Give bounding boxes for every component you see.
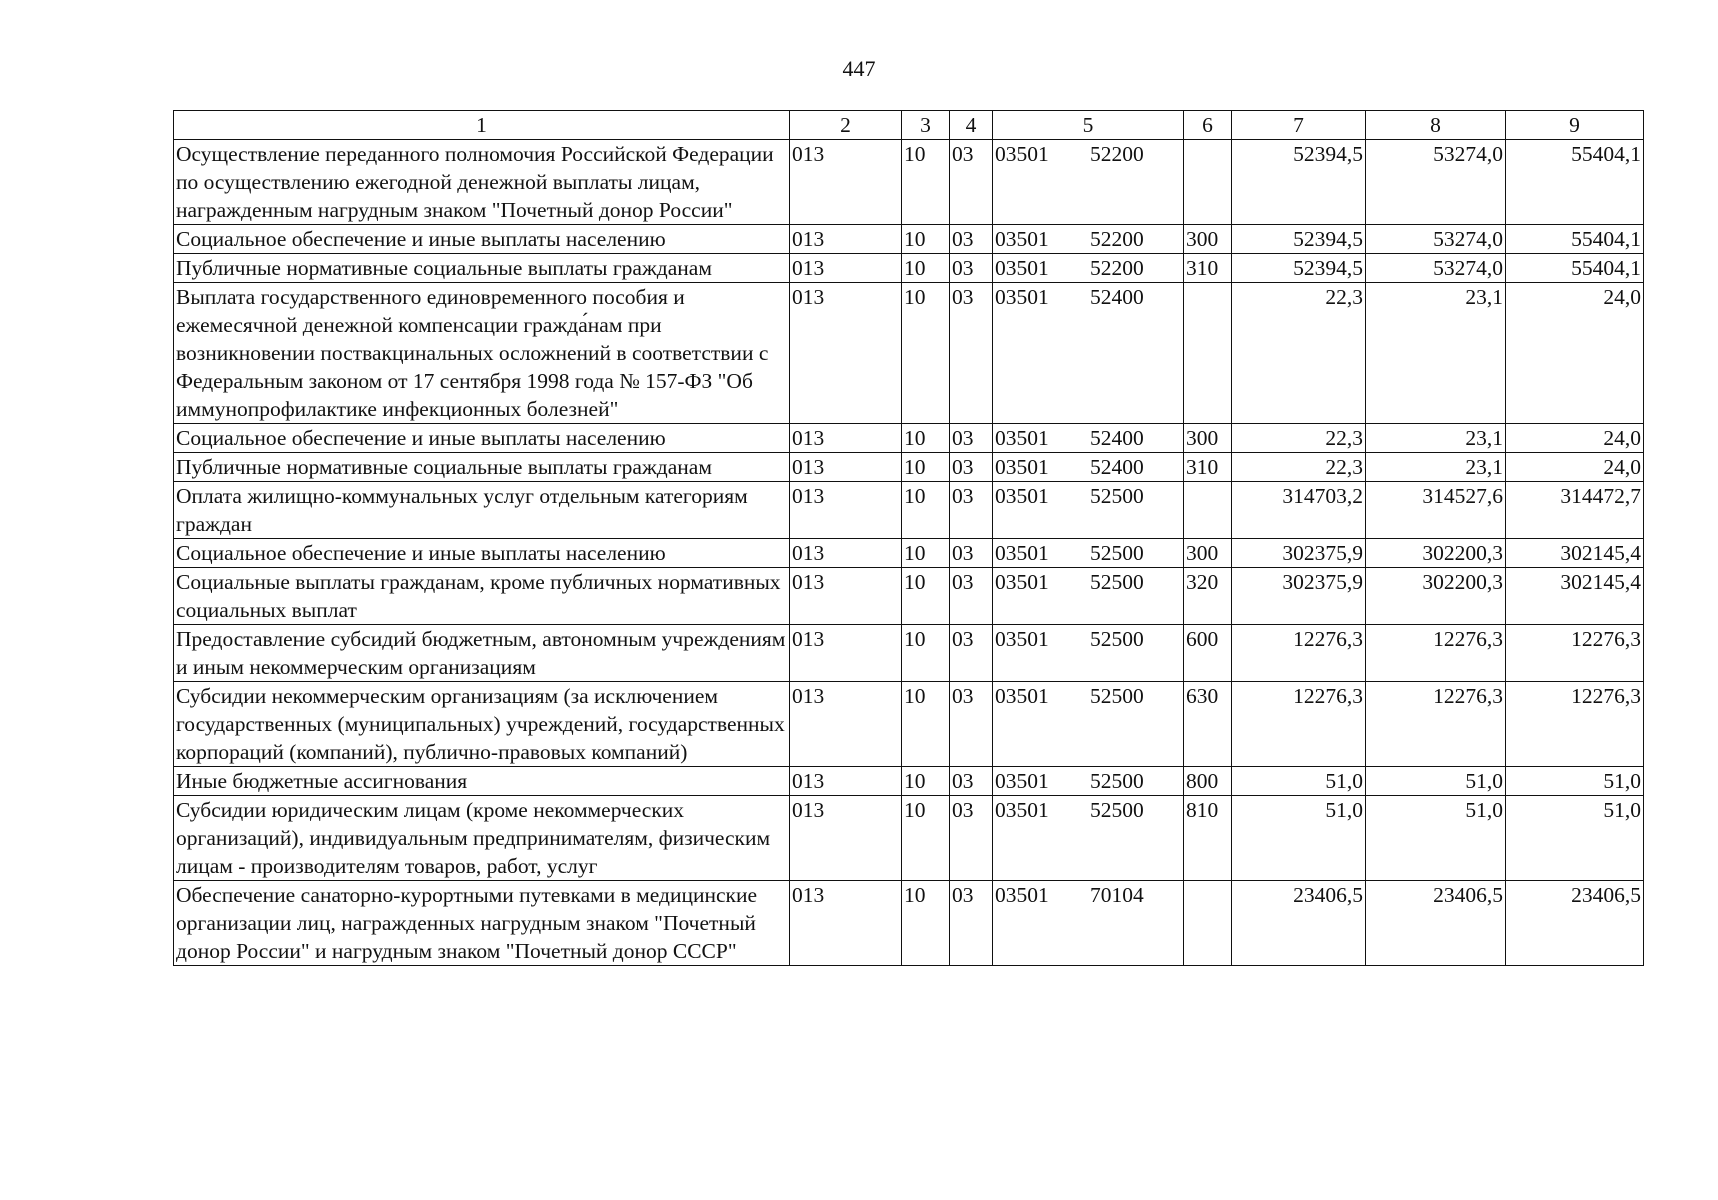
target-article-direction: 52500 bbox=[1090, 570, 1144, 594]
table-row bbox=[174, 767, 1644, 796]
target-article-program: 03501 bbox=[995, 769, 1049, 793]
expense-name-cell: Социальные выплаты гражданам, кроме публичных нормативных социальных выплат bbox=[174, 568, 790, 625]
target-article-cell bbox=[993, 254, 1184, 283]
section-code-cell: 10 bbox=[902, 767, 950, 796]
target-article-cell bbox=[993, 453, 1184, 482]
amount-col7-cell: 51,0 bbox=[1232, 796, 1366, 881]
table-row bbox=[174, 254, 1644, 283]
target-article-program: 03501 bbox=[995, 256, 1049, 280]
target-article-direction: 52200 bbox=[1090, 142, 1144, 166]
expense-name-cell: Публичные нормативные социальные выплаты гражданам bbox=[174, 254, 790, 283]
amount-col8-cell: 12276,3 bbox=[1366, 625, 1506, 682]
expense-type-cell bbox=[1184, 482, 1232, 539]
section-code-cell: 10 bbox=[902, 482, 950, 539]
table-row bbox=[174, 568, 1644, 625]
amount-col9-cell: 55404,1 bbox=[1506, 254, 1644, 283]
amount-col7-cell: 52394,5 bbox=[1232, 140, 1366, 225]
ministry-code-cell: 013 bbox=[790, 682, 902, 767]
amount-col8-cell: 302200,3 bbox=[1366, 539, 1506, 568]
target-article-cell bbox=[993, 767, 1184, 796]
amount-col8-cell: 23,1 bbox=[1366, 424, 1506, 453]
table-row bbox=[174, 881, 1644, 966]
target-article-cell bbox=[993, 283, 1184, 424]
column-header: 9 bbox=[1506, 111, 1644, 140]
subsection-code-cell: 03 bbox=[950, 424, 993, 453]
amount-col9-cell: 12276,3 bbox=[1506, 625, 1644, 682]
column-header: 3 bbox=[902, 111, 950, 140]
section-code-cell: 10 bbox=[902, 283, 950, 424]
target-article-direction: 52200 bbox=[1090, 256, 1144, 280]
amount-col7-cell: 12276,3 bbox=[1232, 625, 1366, 682]
subsection-code-cell: 03 bbox=[950, 140, 993, 225]
expense-type-cell bbox=[1184, 140, 1232, 225]
expense-type-cell: 810 bbox=[1184, 796, 1232, 881]
section-code-cell: 10 bbox=[902, 225, 950, 254]
amount-col9-cell: 314472,7 bbox=[1506, 482, 1644, 539]
target-article-direction: 52500 bbox=[1090, 684, 1144, 708]
target-article-direction: 52500 bbox=[1090, 627, 1144, 651]
target-article-direction: 52500 bbox=[1090, 541, 1144, 565]
section-code-cell: 10 bbox=[902, 140, 950, 225]
expense-name-cell: Оплата жилищно-коммунальных услуг отдельным категориям граждан bbox=[174, 482, 790, 539]
subsection-code-cell: 03 bbox=[950, 482, 993, 539]
ministry-code-cell: 013 bbox=[790, 140, 902, 225]
amount-col8-cell: 302200,3 bbox=[1366, 568, 1506, 625]
amount-col8-cell: 53274,0 bbox=[1366, 254, 1506, 283]
ministry-code-cell: 013 bbox=[790, 283, 902, 424]
target-article-cell bbox=[993, 482, 1184, 539]
target-article-direction: 52400 bbox=[1090, 455, 1144, 479]
expense-name-cell: Субсидии некоммерческим организациям (за исключением государственных (муниципальных) учреждений, государственных корпораций (компаний), публично-правовых компаний) bbox=[174, 682, 790, 767]
section-code-cell: 10 bbox=[902, 568, 950, 625]
amount-col8-cell: 23,1 bbox=[1366, 283, 1506, 424]
ministry-code-cell: 013 bbox=[790, 767, 902, 796]
amount-col8-cell: 53274,0 bbox=[1366, 140, 1506, 225]
expense-name-cell: Социальное обеспечение и иные выплаты населению bbox=[174, 539, 790, 568]
table-row bbox=[174, 796, 1644, 881]
amount-col9-cell: 55404,1 bbox=[1506, 140, 1644, 225]
target-article-cell bbox=[993, 568, 1184, 625]
target-article-cell bbox=[993, 796, 1184, 881]
amount-col8-cell: 23,1 bbox=[1366, 453, 1506, 482]
ministry-code-cell: 013 bbox=[790, 453, 902, 482]
column-header: 4 bbox=[950, 111, 993, 140]
expense-name-cell: Иные бюджетные ассигнования bbox=[174, 767, 790, 796]
subsection-code-cell: 03 bbox=[950, 254, 993, 283]
subsection-code-cell: 03 bbox=[950, 453, 993, 482]
amount-col9-cell: 24,0 bbox=[1506, 424, 1644, 453]
amount-col9-cell: 302145,4 bbox=[1506, 568, 1644, 625]
section-code-cell: 10 bbox=[902, 796, 950, 881]
amount-col9-cell: 51,0 bbox=[1506, 767, 1644, 796]
amount-col7-cell: 22,3 bbox=[1232, 424, 1366, 453]
target-article-program: 03501 bbox=[995, 883, 1049, 907]
table-row bbox=[174, 283, 1644, 424]
amount-col9-cell: 23406,5 bbox=[1506, 881, 1644, 966]
section-code-cell: 10 bbox=[902, 881, 950, 966]
amount-col7-cell: 302375,9 bbox=[1232, 568, 1366, 625]
table-header-row bbox=[174, 111, 1644, 140]
table-row bbox=[174, 539, 1644, 568]
expense-type-cell: 300 bbox=[1184, 225, 1232, 254]
target-article-cell bbox=[993, 881, 1184, 966]
ministry-code-cell: 013 bbox=[790, 424, 902, 453]
amount-col8-cell: 314527,6 bbox=[1366, 482, 1506, 539]
table-row bbox=[174, 625, 1644, 682]
expense-name-cell: Публичные нормативные социальные выплаты гражданам bbox=[174, 453, 790, 482]
target-article-direction: 52400 bbox=[1090, 426, 1144, 450]
expense-name-cell: Предоставление субсидий бюджетным, автономным учреждениям и иным некоммерческим организациям bbox=[174, 625, 790, 682]
target-article-direction: 52500 bbox=[1090, 769, 1144, 793]
ministry-code-cell: 013 bbox=[790, 482, 902, 539]
amount-col9-cell: 55404,1 bbox=[1506, 225, 1644, 254]
amount-col7-cell: 302375,9 bbox=[1232, 539, 1366, 568]
target-article-cell bbox=[993, 424, 1184, 453]
column-header: 2 bbox=[790, 111, 902, 140]
column-header: 5 bbox=[993, 111, 1184, 140]
amount-col7-cell: 23406,5 bbox=[1232, 881, 1366, 966]
expense-name-cell: Социальное обеспечение и иные выплаты населению bbox=[174, 424, 790, 453]
ministry-code-cell: 013 bbox=[790, 625, 902, 682]
expense-type-cell bbox=[1184, 283, 1232, 424]
section-code-cell: 10 bbox=[902, 682, 950, 767]
target-article-program: 03501 bbox=[995, 798, 1049, 822]
amount-col8-cell: 23406,5 bbox=[1366, 881, 1506, 966]
target-article-program: 03501 bbox=[995, 484, 1049, 508]
target-article-cell bbox=[993, 682, 1184, 767]
page-number: 447 bbox=[842, 56, 876, 81]
table-row bbox=[174, 682, 1644, 767]
subsection-code-cell: 03 bbox=[950, 881, 993, 966]
subsection-code-cell: 03 bbox=[950, 539, 993, 568]
ministry-code-cell: 013 bbox=[790, 881, 902, 966]
amount-col8-cell: 12276,3 bbox=[1366, 682, 1506, 767]
expense-type-cell: 310 bbox=[1184, 453, 1232, 482]
amount-col7-cell: 51,0 bbox=[1232, 767, 1366, 796]
target-article-program: 03501 bbox=[995, 627, 1049, 651]
amount-col7-cell: 22,3 bbox=[1232, 453, 1366, 482]
amount-col9-cell: 24,0 bbox=[1506, 453, 1644, 482]
target-article-program: 03501 bbox=[995, 541, 1049, 565]
target-article-program: 03501 bbox=[995, 426, 1049, 450]
section-code-cell: 10 bbox=[902, 424, 950, 453]
expense-type-cell: 310 bbox=[1184, 254, 1232, 283]
expense-type-cell: 300 bbox=[1184, 539, 1232, 568]
subsection-code-cell: 03 bbox=[950, 625, 993, 682]
target-article-direction: 52500 bbox=[1090, 484, 1144, 508]
ministry-code-cell: 013 bbox=[790, 225, 902, 254]
table-row bbox=[174, 140, 1644, 225]
target-article-cell bbox=[993, 225, 1184, 254]
target-article-program: 03501 bbox=[995, 285, 1049, 309]
table-row bbox=[174, 225, 1644, 254]
target-article-direction: 52400 bbox=[1090, 285, 1144, 309]
target-article-direction: 52200 bbox=[1090, 227, 1144, 251]
amount-col7-cell: 22,3 bbox=[1232, 283, 1366, 424]
expense-name-cell: Социальное обеспечение и иные выплаты населению bbox=[174, 225, 790, 254]
amount-col7-cell: 12276,3 bbox=[1232, 682, 1366, 767]
amount-col7-cell: 314703,2 bbox=[1232, 482, 1366, 539]
subsection-code-cell: 03 bbox=[950, 283, 993, 424]
target-article-program: 03501 bbox=[995, 570, 1049, 594]
expense-name-cell: Осуществление переданного полномочия Российской Федерации по осуществлению ежегодной денежной выплаты лицам, награжденным нагрудным знаком "Почетный донор России" bbox=[174, 140, 790, 225]
amount-col9-cell: 51,0 bbox=[1506, 796, 1644, 881]
section-code-cell: 10 bbox=[902, 539, 950, 568]
target-article-direction: 52500 bbox=[1090, 798, 1144, 822]
target-article-program: 03501 bbox=[995, 227, 1049, 251]
column-header: 1 bbox=[174, 111, 790, 140]
target-article-cell bbox=[993, 625, 1184, 682]
amount-col7-cell: 52394,5 bbox=[1232, 225, 1366, 254]
expense-type-cell bbox=[1184, 881, 1232, 966]
target-article-cell bbox=[993, 539, 1184, 568]
amount-col9-cell: 12276,3 bbox=[1506, 682, 1644, 767]
target-article-program: 03501 bbox=[995, 455, 1049, 479]
column-header: 7 bbox=[1232, 111, 1366, 140]
column-header: 6 bbox=[1184, 111, 1232, 140]
section-code-cell: 10 bbox=[902, 453, 950, 482]
target-article-cell bbox=[993, 140, 1184, 225]
amount-col8-cell: 51,0 bbox=[1366, 796, 1506, 881]
ministry-code-cell: 013 bbox=[790, 254, 902, 283]
amount-col9-cell: 24,0 bbox=[1506, 283, 1644, 424]
section-code-cell: 10 bbox=[902, 625, 950, 682]
amount-col7-cell: 52394,5 bbox=[1232, 254, 1366, 283]
subsection-code-cell: 03 bbox=[950, 225, 993, 254]
expense-type-cell: 600 bbox=[1184, 625, 1232, 682]
subsection-code-cell: 03 bbox=[950, 796, 993, 881]
expense-type-cell: 320 bbox=[1184, 568, 1232, 625]
table-row bbox=[174, 482, 1644, 539]
amount-col8-cell: 51,0 bbox=[1366, 767, 1506, 796]
section-code-cell: 10 bbox=[902, 254, 950, 283]
ministry-code-cell: 013 bbox=[790, 796, 902, 881]
amount-col9-cell: 302145,4 bbox=[1506, 539, 1644, 568]
target-article-direction: 70104 bbox=[1090, 883, 1144, 907]
column-header: 8 bbox=[1366, 111, 1506, 140]
expense-name-cell: Выплата государственного единовременного пособия и ежемесячной денежной компенсации гражда́нам при возникновении поствакцинальных осложнений в соответствии с Федеральным законом от 17 сентября 1998 года № 157-ФЗ "Об иммунопрофилактике инфекционных болезней" bbox=[174, 283, 790, 424]
subsection-code-cell: 03 bbox=[950, 682, 993, 767]
amount-col8-cell: 53274,0 bbox=[1366, 225, 1506, 254]
expense-type-cell: 300 bbox=[1184, 424, 1232, 453]
ministry-code-cell: 013 bbox=[790, 568, 902, 625]
ministry-code-cell: 013 bbox=[790, 539, 902, 568]
subsection-code-cell: 03 bbox=[950, 568, 993, 625]
table-row bbox=[174, 424, 1644, 453]
expense-name-cell: Субсидии юридическим лицам (кроме некоммерческих организаций), индивидуальным предпринимателям, физическим лицам - производителям товаров, работ, услуг bbox=[174, 796, 790, 881]
expense-name-cell: Обеспечение санаторно-курортными путевками в медицинские организации лиц, награжденных нагрудным знаком "Почетный донор России" и нагрудным знаком "Почетный донор СССР" bbox=[174, 881, 790, 966]
target-article-program: 03501 bbox=[995, 684, 1049, 708]
budget-table bbox=[173, 110, 1644, 966]
expense-type-cell: 800 bbox=[1184, 767, 1232, 796]
table-row bbox=[174, 453, 1644, 482]
target-article-program: 03501 bbox=[995, 142, 1049, 166]
subsection-code-cell: 03 bbox=[950, 767, 993, 796]
expense-type-cell: 630 bbox=[1184, 682, 1232, 767]
